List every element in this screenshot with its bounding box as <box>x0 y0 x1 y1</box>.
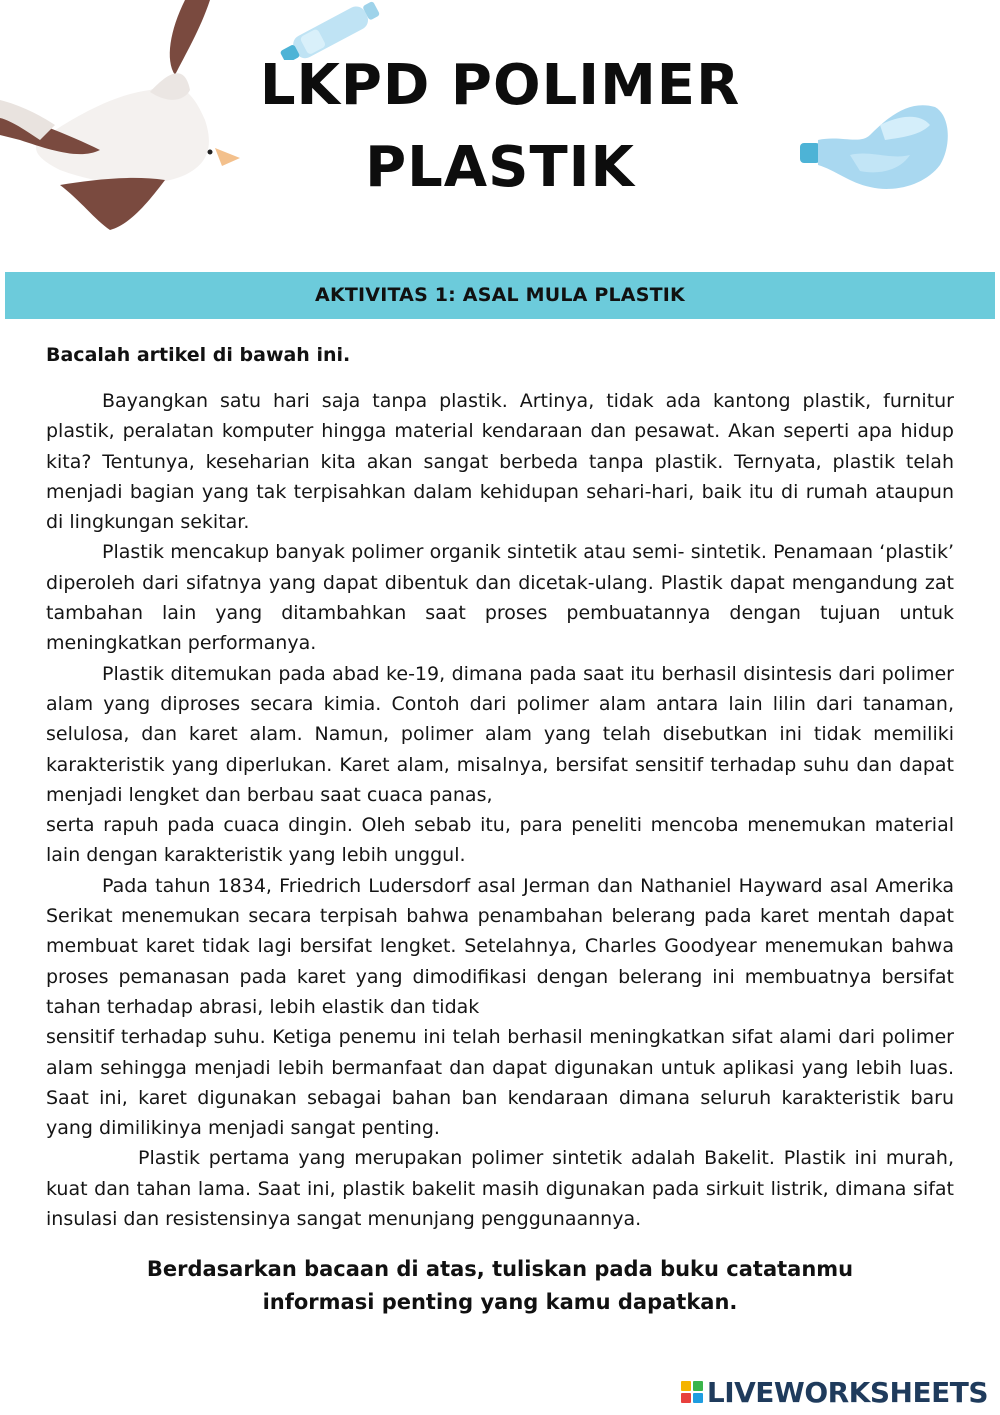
footer-brand[interactable] <box>681 1374 988 1410</box>
article-paragraph: Plastik mencakup banyak polimer organik sintetik atau semi- sintetik. Penamaan ‘plastik’ diperoleh dari sifatnya yang dapat dibentuk dan dicetak-ulang. Plastik dapat mengandung zat tambahan lain yang ditambahkan saat proses pembuatannya dengan tujuan untuk meningkatkan performanya. <box>46 541 954 655</box>
page-title <box>200 45 800 209</box>
article-paragraph: sensitif terhadap suhu. Ketiga penemu ini telah berhasil meningkatkan sifat alami dari polimer alam sehingga menjadi lebih bermanfaat dan dapat digunakan untuk aplikasi yang lebih luas. Saat ini, karet digunakan sebagai bahan ban kendaraan dimana seluruh karakteristik baru yang dimilikinya menjadi sangat penting. <box>46 1026 954 1140</box>
closing-line-1: Berdasarkan bacaan di atas, tuliskan pada buku catatanmu <box>146 1257 854 1281</box>
closing-line-2: informasi penting yang kamu dapatkan. <box>262 1290 738 1314</box>
crushed-bottle-illustration <box>790 95 955 200</box>
article-body <box>46 386 954 1234</box>
reading-instruction: Bacalah artikel di bawah ini. <box>46 344 351 366</box>
article-paragraph: Plastik pertama yang merupakan polimer sintetik adalah Bakelit. Plastik ini murah, kuat dan tahan lama. Saat ini, plastik bakelit masih digunakan pada sirkuit listrik, dimana sifat insulasi dan resistensinya sangat menunjang penggunaannya. <box>46 1147 954 1231</box>
activity-banner-label: AKTIVITAS 1: ASAL MULA PLASTIK <box>315 284 685 306</box>
title-line-2: PLASTIK <box>365 135 635 200</box>
footer-brand-text: LIVEWORKSHEETS <box>706 1375 988 1409</box>
activity-banner <box>5 272 995 319</box>
article-paragraph: serta rapuh pada cuaca dingin. Oleh sebab itu, para peneliti mencoba menemukan material lain dengan karakteristik yang lebih unggul. <box>46 814 954 867</box>
article-paragraph: Plastik ditemukan pada abad ke-19, dimana pada saat itu berhasil disintesis dari polimer alam yang diproses secara kimia. Contoh dari polimer alam antara lain lilin dari tanaman, selulosa, dan karet alam. Namun, polimer alam yang telah disebutkan ini tidak memiliki karakteristik yang diperlukan. Karet alam, misalnya, bersifat sensitif terhadap suhu dan dapat menjadi lengket dan berbau saat cuaca panas, <box>46 662 954 806</box>
liveworksheets-logo-icon <box>681 1381 703 1403</box>
closing-task <box>100 1253 900 1319</box>
title-line-1: LKPD POLIMER <box>259 53 741 118</box>
article-paragraph: Pada tahun 1834, Friedrich Ludersdorf asal Jerman dan Nathaniel Hayward asal Amerika Serikat menemukan secara terpisah bahwa penambahan belerang pada karet mentah dapat membuat karet tidak lagi bersifat lengket. Setelahnya, Charles Goodyear menemukan bahwa proses pemanasan pada karet yang dimodifikasi dengan belerang ini membuatnya bersifat tahan terhadap abrasi, lebih elastik dan tidak <box>46 874 954 1018</box>
article-paragraph: Bayangkan satu hari saja tanpa plastik. Artinya, tidak ada kantong plastik, furnitur plastik, peralatan komputer hingga material kendaraan dan pesawat. Akan seperti apa hidup kita? Tentunya, keseharian kita akan sangat berbeda tanpa plastik. Ternyata, plastik telah menjadi bagian yang tak terpisahkan dalam kehidupan sehari-hari, baik itu di rumah ataupun di lingkungan sekitar. <box>46 390 954 534</box>
